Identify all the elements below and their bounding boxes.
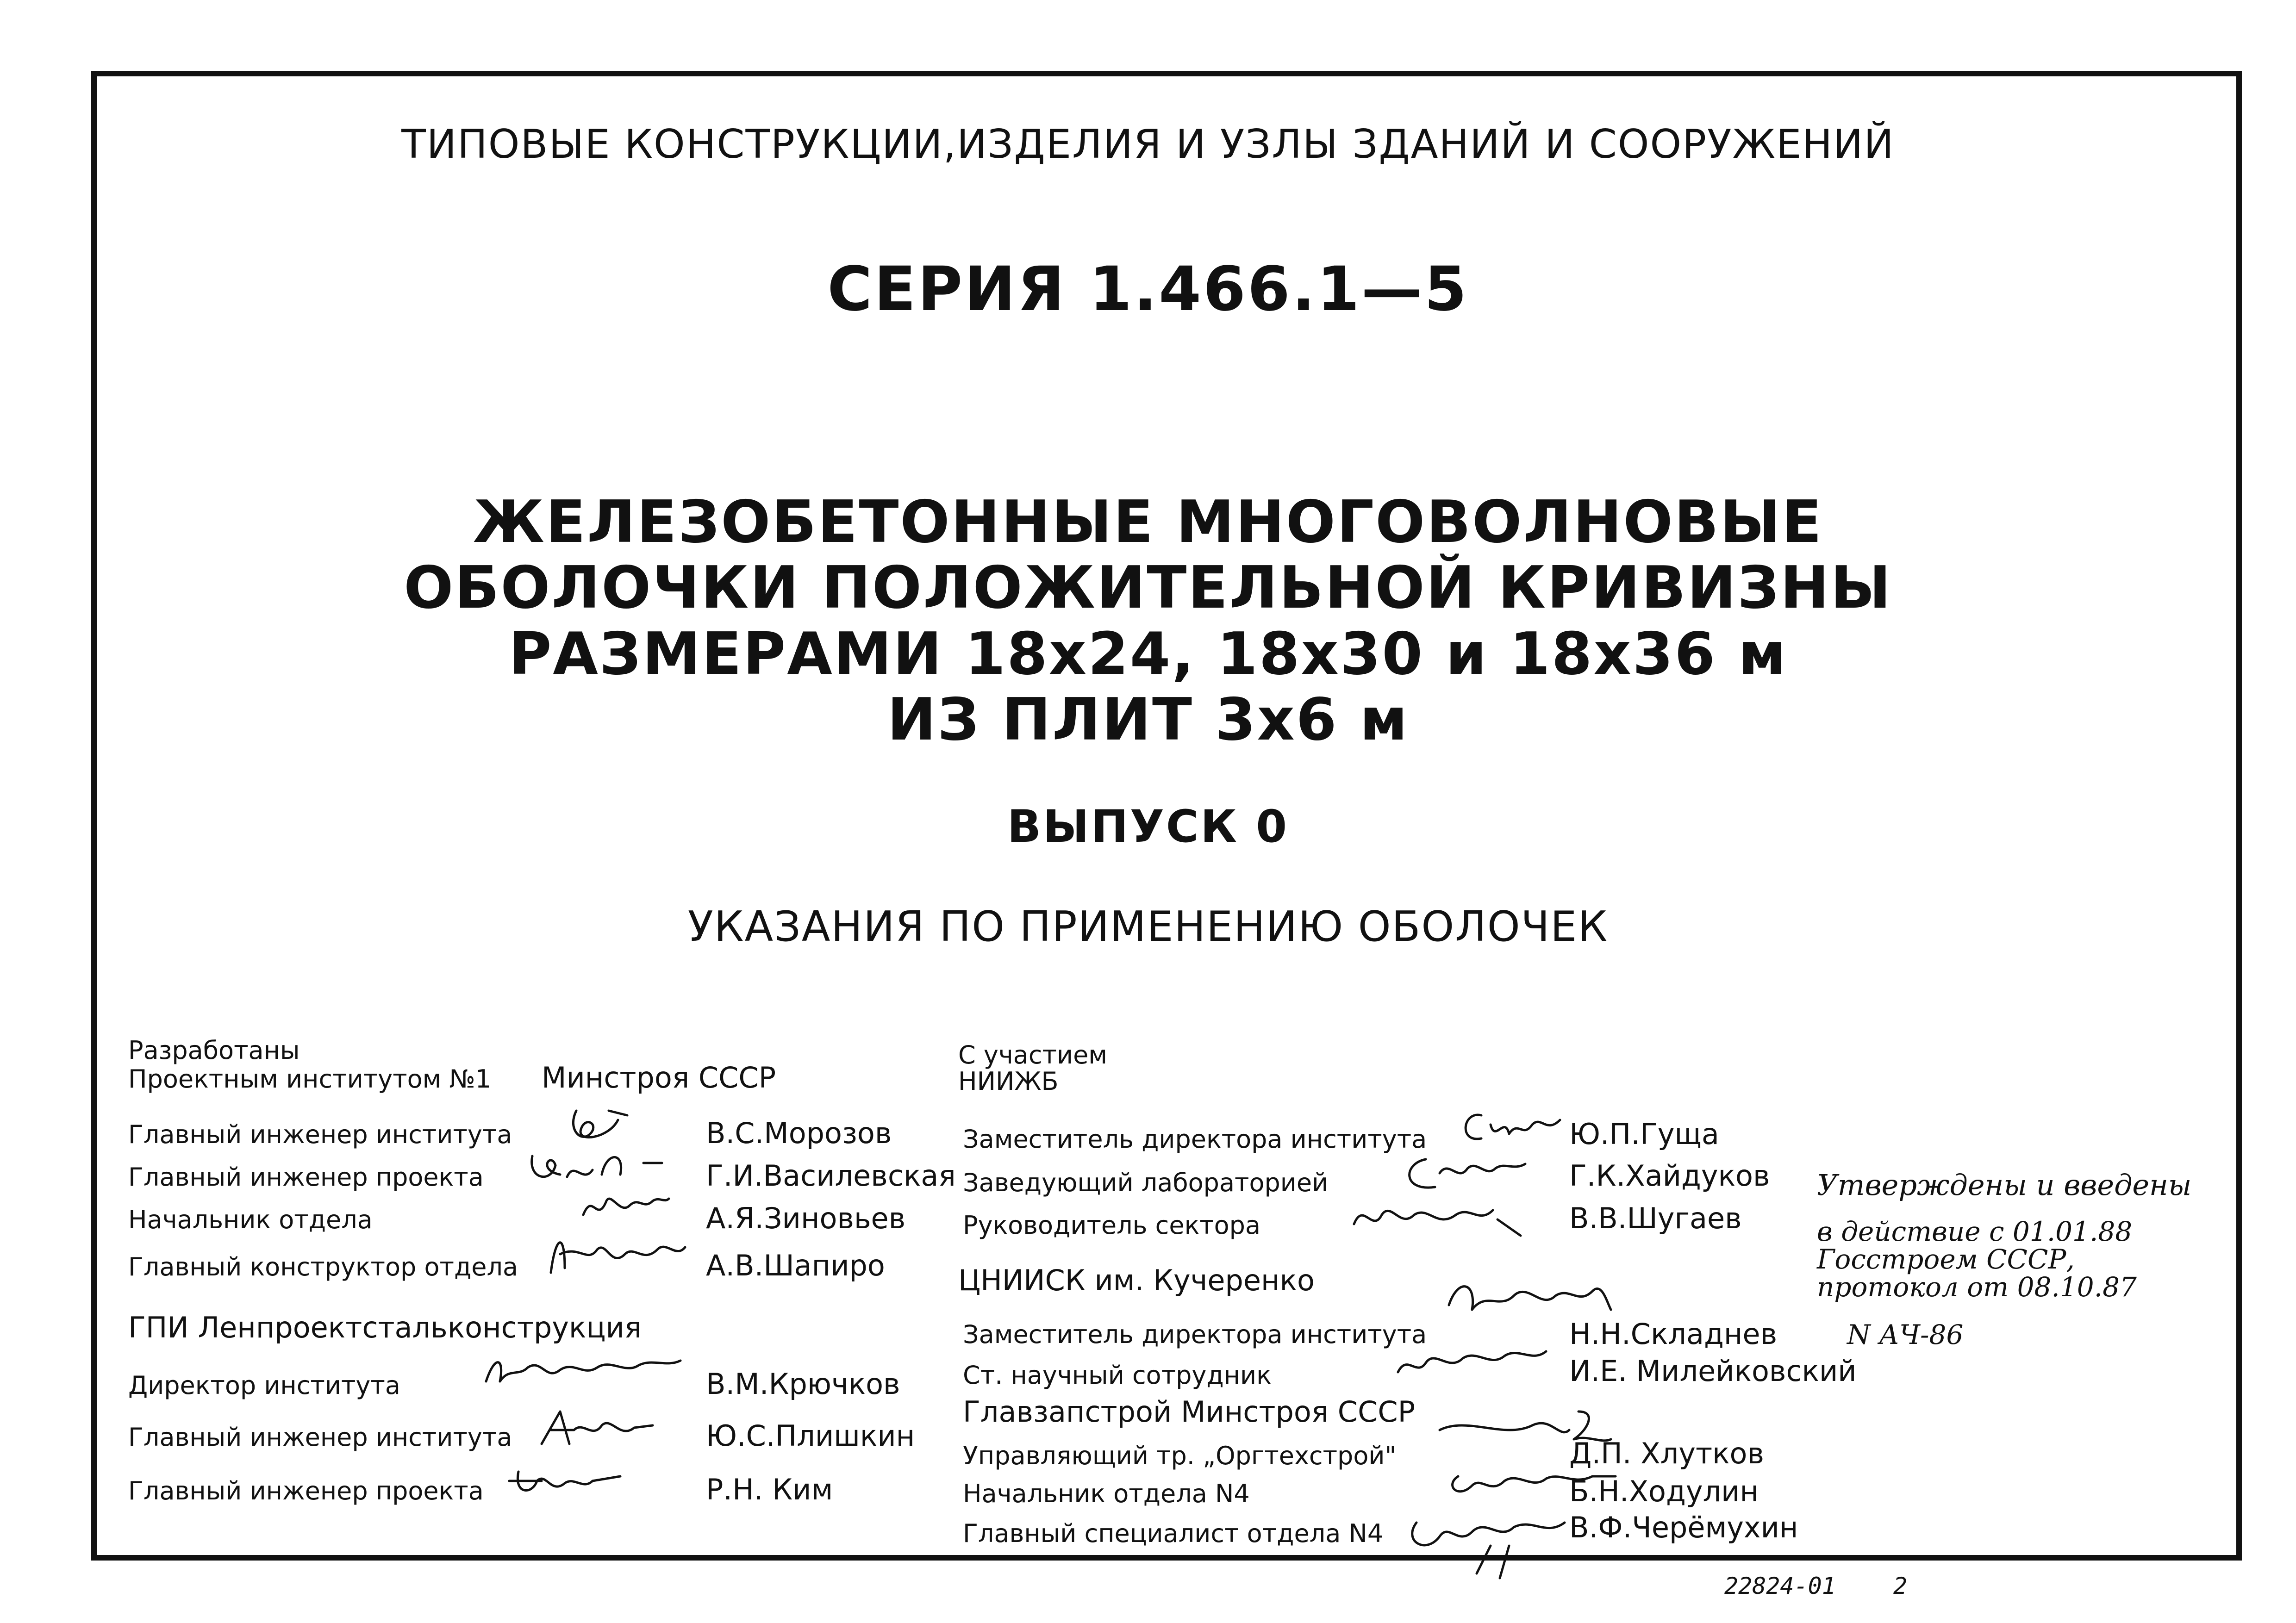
part2-role-1: Заместитель директора института (963, 1320, 1427, 1349)
dev-name-3: А.Я.Зиновьев (706, 1201, 906, 1235)
part2-name-2: И.Е. Милейковский (1569, 1354, 1857, 1388)
signature-khodulin (1440, 1458, 1625, 1499)
title-line-2: ОБОЛОЧКИ ПОЛОЖИТЕЛЬНОЙ КРИВИЗНЫ (404, 553, 1892, 622)
dev2-name-3: Р.Н. Ким (706, 1473, 833, 1506)
signature-kim (500, 1462, 630, 1504)
participants-org-1: НИИЖБ (958, 1067, 1059, 1096)
dev-role-2: Главный инженер проекта (128, 1163, 484, 1192)
dev2-name-1: В.М.Крючков (706, 1367, 900, 1401)
page-number: 2 (1893, 1573, 1908, 1599)
dev-role-4: Главный конструктор отдела (128, 1252, 518, 1281)
signature-khaydukov (1393, 1145, 1532, 1196)
participants-org-3: Главзапстрой Минстроя СССР (963, 1395, 1416, 1429)
part3-name-3: В.Ф.Черёмухин (1569, 1511, 1798, 1544)
part-name-2: Г.К.Хайдуков (1569, 1159, 1770, 1193)
participants-org-2: ЦНИИСК им. Кучеренко (958, 1263, 1315, 1297)
title-line-1: ЖЕЛЕЗОБЕТОННЫЕ МНОГОВОЛНОВЫЕ (473, 488, 1823, 556)
title-line-4: ИЗ ПЛИТ 3х6 м (887, 685, 1409, 753)
part-role-3: Руководитель сектора (963, 1211, 1261, 1240)
part-role-1: Заместитель директора института (963, 1125, 1427, 1154)
dev2-role-3: Главный инженер проекта (128, 1476, 484, 1505)
dev2-name-2: Ю.С.Плишкин (706, 1419, 915, 1453)
part-name-1: Ю.П.Гуща (1569, 1117, 1719, 1151)
issue-number: ВЫПУСК 0 (1007, 801, 1289, 852)
part3-role-3: Главный специалист отдела N4 (963, 1519, 1384, 1548)
dev-name-2: Г.И.Василевская (706, 1159, 956, 1193)
dev2-role-2: Главный инженер института (128, 1423, 512, 1452)
signature-mileykovsky (1389, 1335, 1565, 1381)
approval-line-5: N АЧ-86 (1847, 1319, 1964, 1350)
developers-org-2: ГПИ Ленпроектстальконструкция (128, 1311, 642, 1344)
signature-cheremukhin (1398, 1504, 1592, 1587)
participants-heading: С участием (958, 1040, 1108, 1070)
part-role-2: Заведующий лабораторией (963, 1168, 1329, 1197)
part2-role-2: Ст. научный сотрудник (963, 1361, 1272, 1390)
developers-ministry: Минстроя СССР (542, 1061, 776, 1094)
approval-line-1: Утверждены и введены (1817, 1168, 2192, 1202)
archive-stamp: 22824-01 (1724, 1573, 1836, 1599)
part2-name-1: Н.Н.Складнев (1569, 1317, 1778, 1351)
series-number: СЕРИЯ 1.466.1—5 (827, 254, 1469, 325)
signature-kryuchkov (477, 1349, 690, 1391)
signature-gushcha (1454, 1101, 1565, 1152)
dev-name-1: В.С.Морозов (706, 1116, 892, 1150)
signature-shapiro (537, 1226, 690, 1287)
part3-name-1: Д.П. Хлутков (1569, 1436, 1765, 1470)
signature-plishkin (528, 1407, 662, 1453)
title-line-3: РАЗМЕРАМИ 18х24, 18х30 и 18х36 м (509, 620, 1787, 688)
developers-institute: Проектным институтом №1 (128, 1064, 492, 1094)
approval-line-2: в действие с 01.01.88 (1817, 1216, 2133, 1247)
dev-role-3: Начальник отдела (128, 1205, 373, 1234)
part3-name-2: Б.Н.Ходулин (1569, 1474, 1759, 1508)
signature-khlutkov (1430, 1402, 1616, 1458)
signature-skladnev (1440, 1268, 1616, 1328)
dev-name-4: А.В.Шапиро (706, 1249, 885, 1282)
signature-shugaev (1345, 1192, 1539, 1243)
dev2-role-1: Директор института (128, 1371, 400, 1400)
part-name-3: В.В.Шугаев (1569, 1201, 1742, 1235)
approval-line-3: Госстроем СССР, (1817, 1244, 2075, 1275)
part3-role-2: Начальник отдела N4 (963, 1479, 1250, 1508)
part3-role-1: Управляющий тр. „Оргтехстрой" (963, 1441, 1397, 1470)
approval-line-4: протокол от 08.10.87 (1817, 1271, 2137, 1303)
developers-heading: Разработаны (128, 1036, 300, 1065)
dev-role-1: Главный инженер института (128, 1120, 512, 1149)
series-heading: ТИПОВЫЕ КОНСТРУКЦИИ,ИЗДЕЛИЯ И УЗЛЫ ЗДАНИЙ И СООРУЖЕНИЙ (401, 121, 1895, 168)
instructions-title: УКАЗАНИЯ ПО ПРИМЕНЕНИЮ ОБОЛОЧЕК (687, 902, 1609, 951)
signature-zinovyev (579, 1182, 671, 1224)
